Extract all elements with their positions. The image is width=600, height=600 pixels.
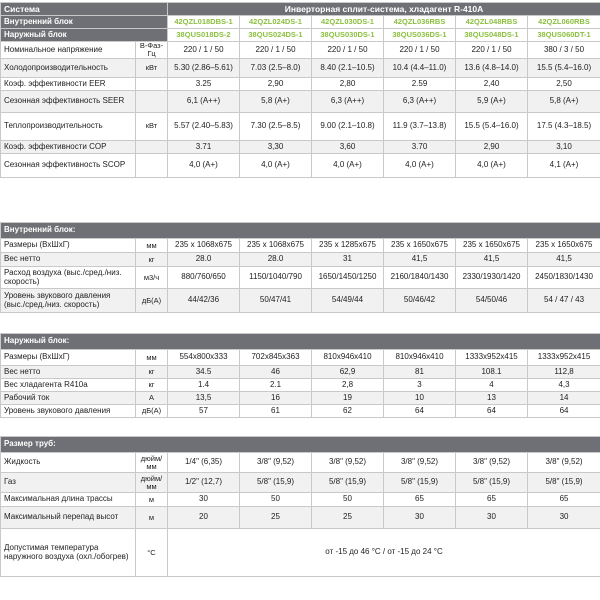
- system-label: Система: [1, 3, 168, 16]
- model-name: 38QUS048DS-1: [456, 29, 528, 42]
- row-value: 5,8 (А+): [528, 90, 600, 112]
- row-value: 30: [456, 507, 528, 529]
- row-value: 3,30: [240, 140, 312, 153]
- table-row: [1, 529, 600, 577]
- section-header: [1, 334, 600, 350]
- outdoor-table: [0, 333, 600, 418]
- row-value: 5/8" (15,9): [456, 473, 528, 493]
- section-title: Размер труб:: [1, 437, 600, 453]
- table-row: [1, 366, 600, 379]
- row-label: Теплопроизводительность: [1, 112, 136, 140]
- row-label: Размеры (ВхШхГ): [1, 350, 136, 366]
- row-unit: кг: [136, 366, 168, 379]
- row-value: 25: [312, 507, 384, 529]
- row-value: 2.59: [384, 77, 456, 90]
- row-value: 20: [168, 507, 240, 529]
- model-name: 42QZL048RBS: [456, 16, 528, 29]
- indoor-unit-label: Внутренний блок: [1, 16, 168, 29]
- row-value: 8.40 (2.1–10.5): [312, 58, 384, 77]
- row-value: 810x946x410: [384, 350, 456, 366]
- model-name: 42QZL018DBS-1: [168, 16, 240, 29]
- row-value: 1650/1450/1250: [312, 267, 384, 289]
- row-label: Максимальная длина трассы: [1, 493, 136, 507]
- row-value: 1333x952x415: [456, 350, 528, 366]
- row-value: 2,80: [312, 77, 384, 90]
- outdoor-model-row: [1, 29, 600, 42]
- row-value: 220 / 1 / 50: [312, 42, 384, 59]
- row-label: Рабочий ток: [1, 392, 136, 405]
- row-value: 25: [240, 507, 312, 529]
- row-value: 61: [240, 405, 312, 418]
- row-unit: В-Фаз-Гц: [136, 42, 168, 59]
- table-row: [1, 77, 600, 90]
- model-name: 38QUS030DS-1: [312, 29, 384, 42]
- row-value: 30: [384, 507, 456, 529]
- row-value: 220 / 1 / 50: [240, 42, 312, 59]
- row-label: Жидкость: [1, 453, 136, 473]
- model-name: 42QZL036RBS: [384, 16, 456, 29]
- row-unit: кг: [136, 253, 168, 267]
- row-value: 13,5: [168, 392, 240, 405]
- row-value: 220 / 1 / 50: [456, 42, 528, 59]
- row-value: 235 x 1650x675: [384, 239, 456, 253]
- row-value: 702x845x363: [240, 350, 312, 366]
- row-value: 6,3 (А++): [312, 90, 384, 112]
- row-label: Коэф. эффективности EER: [1, 77, 136, 90]
- row-value: 62: [312, 405, 384, 418]
- row-value: 1150/1040/790: [240, 267, 312, 289]
- row-value: 5.30 (2.86–5.61): [168, 58, 240, 77]
- row-value: 16: [240, 392, 312, 405]
- row-value: 19: [312, 392, 384, 405]
- table-row: [1, 90, 600, 112]
- row-value: 6,3 (А++): [384, 90, 456, 112]
- row-value: 3/8" (9,52): [240, 453, 312, 473]
- row-value: 220 / 1 / 50: [168, 42, 240, 59]
- row-value: 1.4: [168, 379, 240, 392]
- outdoor-unit-label: Наружный блок: [1, 29, 168, 42]
- row-value: 10.4 (4.4–11.0): [384, 58, 456, 77]
- row-value: 5,8 (А+): [240, 90, 312, 112]
- row-value: 5/8" (15,9): [312, 473, 384, 493]
- row-value: 7.30 (2.5–8.5): [240, 112, 312, 140]
- section-title: Наружный блок:: [1, 334, 600, 350]
- row-value: 44/42/36: [168, 289, 240, 313]
- row-value: 3,60: [312, 140, 384, 153]
- row-value: 62,9: [312, 366, 384, 379]
- model-name: 38QUS024DS-1: [240, 29, 312, 42]
- system-header-row: [1, 3, 600, 16]
- row-unit: м: [136, 493, 168, 507]
- row-value: 11.9 (3.7–13.8): [384, 112, 456, 140]
- row-value: 65: [528, 493, 600, 507]
- row-unit: м: [136, 507, 168, 529]
- row-value: 65: [456, 493, 528, 507]
- model-name: 42QZL060RBS: [528, 16, 600, 29]
- row-label: Номинальное напряжение: [1, 42, 136, 59]
- row-value: 4,0 (А+): [312, 153, 384, 177]
- row-value: 108.1: [456, 366, 528, 379]
- section-title: Внутренний блок:: [1, 223, 600, 239]
- row-value: 30: [528, 507, 600, 529]
- row-value: 4,3: [528, 379, 600, 392]
- table-row: [1, 253, 600, 267]
- row-value: 2,90: [456, 140, 528, 153]
- row-value: 235 x 1650x675: [528, 239, 600, 253]
- row-value: 17.5 (4.3–18.5): [528, 112, 600, 140]
- row-value: 2160/1840/1430: [384, 267, 456, 289]
- row-value: 9.00 (2.1–10.8): [312, 112, 384, 140]
- row-label: Допустимая температура наружного воздуха (охл./обогрев): [1, 529, 136, 577]
- row-label: Размеры (ВхШхГ): [1, 239, 136, 253]
- indoor-table: [0, 222, 600, 313]
- row-label: Сезонная эффективность SEER: [1, 90, 136, 112]
- table-row: [1, 405, 600, 418]
- row-value: 5,9 (А+): [456, 90, 528, 112]
- row-unit: мм: [136, 239, 168, 253]
- row-value: 64: [528, 405, 600, 418]
- table-row: [1, 453, 600, 473]
- row-value: 1/2" (12,7): [168, 473, 240, 493]
- row-label: Максимальный перепад высот: [1, 507, 136, 529]
- table-row: [1, 140, 600, 153]
- row-value: 2330/1930/1420: [456, 267, 528, 289]
- row-value: 235 x 1285x675: [312, 239, 384, 253]
- row-value: 3.25: [168, 77, 240, 90]
- row-label: Коэф. эффективности COP: [1, 140, 136, 153]
- row-value: 235 x 1068x675: [240, 239, 312, 253]
- table-row: [1, 289, 600, 313]
- table-row: [1, 379, 600, 392]
- row-value: 380 / 3 / 50: [528, 42, 600, 59]
- row-value: 57: [168, 405, 240, 418]
- table-row: [1, 239, 600, 253]
- row-value: 2.1: [240, 379, 312, 392]
- row-value: 31: [312, 253, 384, 267]
- model-name: 38QUS060DT-1: [528, 29, 600, 42]
- row-value: 4,0 (А+): [384, 153, 456, 177]
- row-unit: кг: [136, 379, 168, 392]
- section-header: [1, 437, 600, 453]
- row-value: 5/8" (15,9): [240, 473, 312, 493]
- row-value: 2,90: [240, 77, 312, 90]
- row-value: 34.5: [168, 366, 240, 379]
- row-value: 3.70: [384, 140, 456, 153]
- model-name: 38QUS036DS-1: [384, 29, 456, 42]
- row-value: 554x800x333: [168, 350, 240, 366]
- row-value: 54/50/46: [456, 289, 528, 313]
- row-value: 3/8" (9,52): [528, 453, 600, 473]
- model-name: 42QZL024DS-1: [240, 16, 312, 29]
- row-value: 13: [456, 392, 528, 405]
- row-value: 50: [312, 493, 384, 507]
- table-row: [1, 350, 600, 366]
- row-value: 7.03 (2.5–8.0): [240, 58, 312, 77]
- model-name: 42QZL030DS-1: [312, 16, 384, 29]
- row-value: 4,1 (А+): [528, 153, 600, 177]
- table-row: [1, 42, 600, 59]
- row-value: 5/8" (15,9): [384, 473, 456, 493]
- system-title: Инверторная сплит-система, хладагент R-410A: [168, 3, 600, 16]
- row-label: Уровень звукового давления: [1, 405, 136, 418]
- row-value: 50/46/42: [384, 289, 456, 313]
- row-unit: дюйм/мм: [136, 453, 168, 473]
- row-value: 3.71: [168, 140, 240, 153]
- row-value: 54/49/44: [312, 289, 384, 313]
- table-row: [1, 112, 600, 140]
- pipes-table: [0, 436, 600, 577]
- row-value: 81: [384, 366, 456, 379]
- row-value: 2,40: [456, 77, 528, 90]
- row-value: 112,8: [528, 366, 600, 379]
- row-value: 810x946x410: [312, 350, 384, 366]
- row-unit: дБ(А): [136, 289, 168, 313]
- table-row: [1, 507, 600, 529]
- row-value: 30: [168, 493, 240, 507]
- row-unit: [136, 77, 168, 90]
- row-value: 2,8: [312, 379, 384, 392]
- row-value: 5/8" (15,9): [528, 473, 600, 493]
- row-value: 10: [384, 392, 456, 405]
- row-value: 4,0 (А+): [456, 153, 528, 177]
- row-value: 28.0: [240, 253, 312, 267]
- table-row: [1, 473, 600, 493]
- row-unit: дюйм/мм: [136, 473, 168, 493]
- merged-value: от -15 до 46 °C / от -15 до 24 °C: [168, 529, 600, 577]
- row-value: 13.6 (4.8–14.0): [456, 58, 528, 77]
- row-unit: кВт: [136, 58, 168, 77]
- row-value: 2450/1830/1430: [528, 267, 600, 289]
- row-value: 4,0 (А+): [168, 153, 240, 177]
- row-value: 54 / 47 / 43: [528, 289, 600, 313]
- row-value: 64: [456, 405, 528, 418]
- row-value: 3/8" (9,52): [456, 453, 528, 473]
- table-row: [1, 267, 600, 289]
- row-value: 6,1 (А++): [168, 90, 240, 112]
- row-value: 65: [384, 493, 456, 507]
- row-label: Сезонная эффективность SCOP: [1, 153, 136, 177]
- row-value: 3/8" (9,52): [312, 453, 384, 473]
- row-unit: мм: [136, 350, 168, 366]
- row-value: 50/47/41: [240, 289, 312, 313]
- table-row: [1, 392, 600, 405]
- row-value: 3,10: [528, 140, 600, 153]
- row-value: 235 x 1068x675: [168, 239, 240, 253]
- row-unit: дБ(А): [136, 405, 168, 418]
- row-value: 50: [240, 493, 312, 507]
- row-label: Расход воздуха (выс./сред./низ. скорость): [1, 267, 136, 289]
- row-value: 46: [240, 366, 312, 379]
- model-name: 38QUS018DS-2: [168, 29, 240, 42]
- section-header: [1, 223, 600, 239]
- row-label: Вес нетто: [1, 366, 136, 379]
- row-value: 41,5: [384, 253, 456, 267]
- row-label: Газ: [1, 473, 136, 493]
- row-value: 3: [384, 379, 456, 392]
- row-label: Вес хладагента R410a: [1, 379, 136, 392]
- row-value: 41,5: [528, 253, 600, 267]
- row-label: Уровень звукового давления (выс./сред./низ. скорость): [1, 289, 136, 313]
- row-unit: А: [136, 392, 168, 405]
- row-unit: [136, 90, 168, 112]
- row-value: 4: [456, 379, 528, 392]
- row-value: 3/8" (9,52): [384, 453, 456, 473]
- row-unit: °C: [136, 529, 168, 577]
- table-row: [1, 153, 600, 177]
- row-value: 2,50: [528, 77, 600, 90]
- row-value: 220 / 1 / 50: [384, 42, 456, 59]
- row-value: 5.57 (2.40–5.83): [168, 112, 240, 140]
- row-value: 41,5: [456, 253, 528, 267]
- row-value: 4,0 (А+): [240, 153, 312, 177]
- row-value: 1/4" (6,35): [168, 453, 240, 473]
- table-row: [1, 58, 600, 77]
- row-unit: кВт: [136, 112, 168, 140]
- row-value: 15.5 (5.4–16.0): [528, 58, 600, 77]
- table-row: [1, 493, 600, 507]
- row-unit: [136, 153, 168, 177]
- row-value: 880/760/650: [168, 267, 240, 289]
- row-value: 28.0: [168, 253, 240, 267]
- row-label: Вес нетто: [1, 253, 136, 267]
- row-unit: м3/ч: [136, 267, 168, 289]
- row-value: 14: [528, 392, 600, 405]
- row-value: 235 x 1650x675: [456, 239, 528, 253]
- system-table: [0, 2, 600, 178]
- row-value: 15.5 (5.4–16.0): [456, 112, 528, 140]
- row-value: 64: [384, 405, 456, 418]
- row-unit: [136, 140, 168, 153]
- indoor-model-row: [1, 16, 600, 29]
- row-value: 1333x952x415: [528, 350, 600, 366]
- row-label: Холодопроизводительность: [1, 58, 136, 77]
